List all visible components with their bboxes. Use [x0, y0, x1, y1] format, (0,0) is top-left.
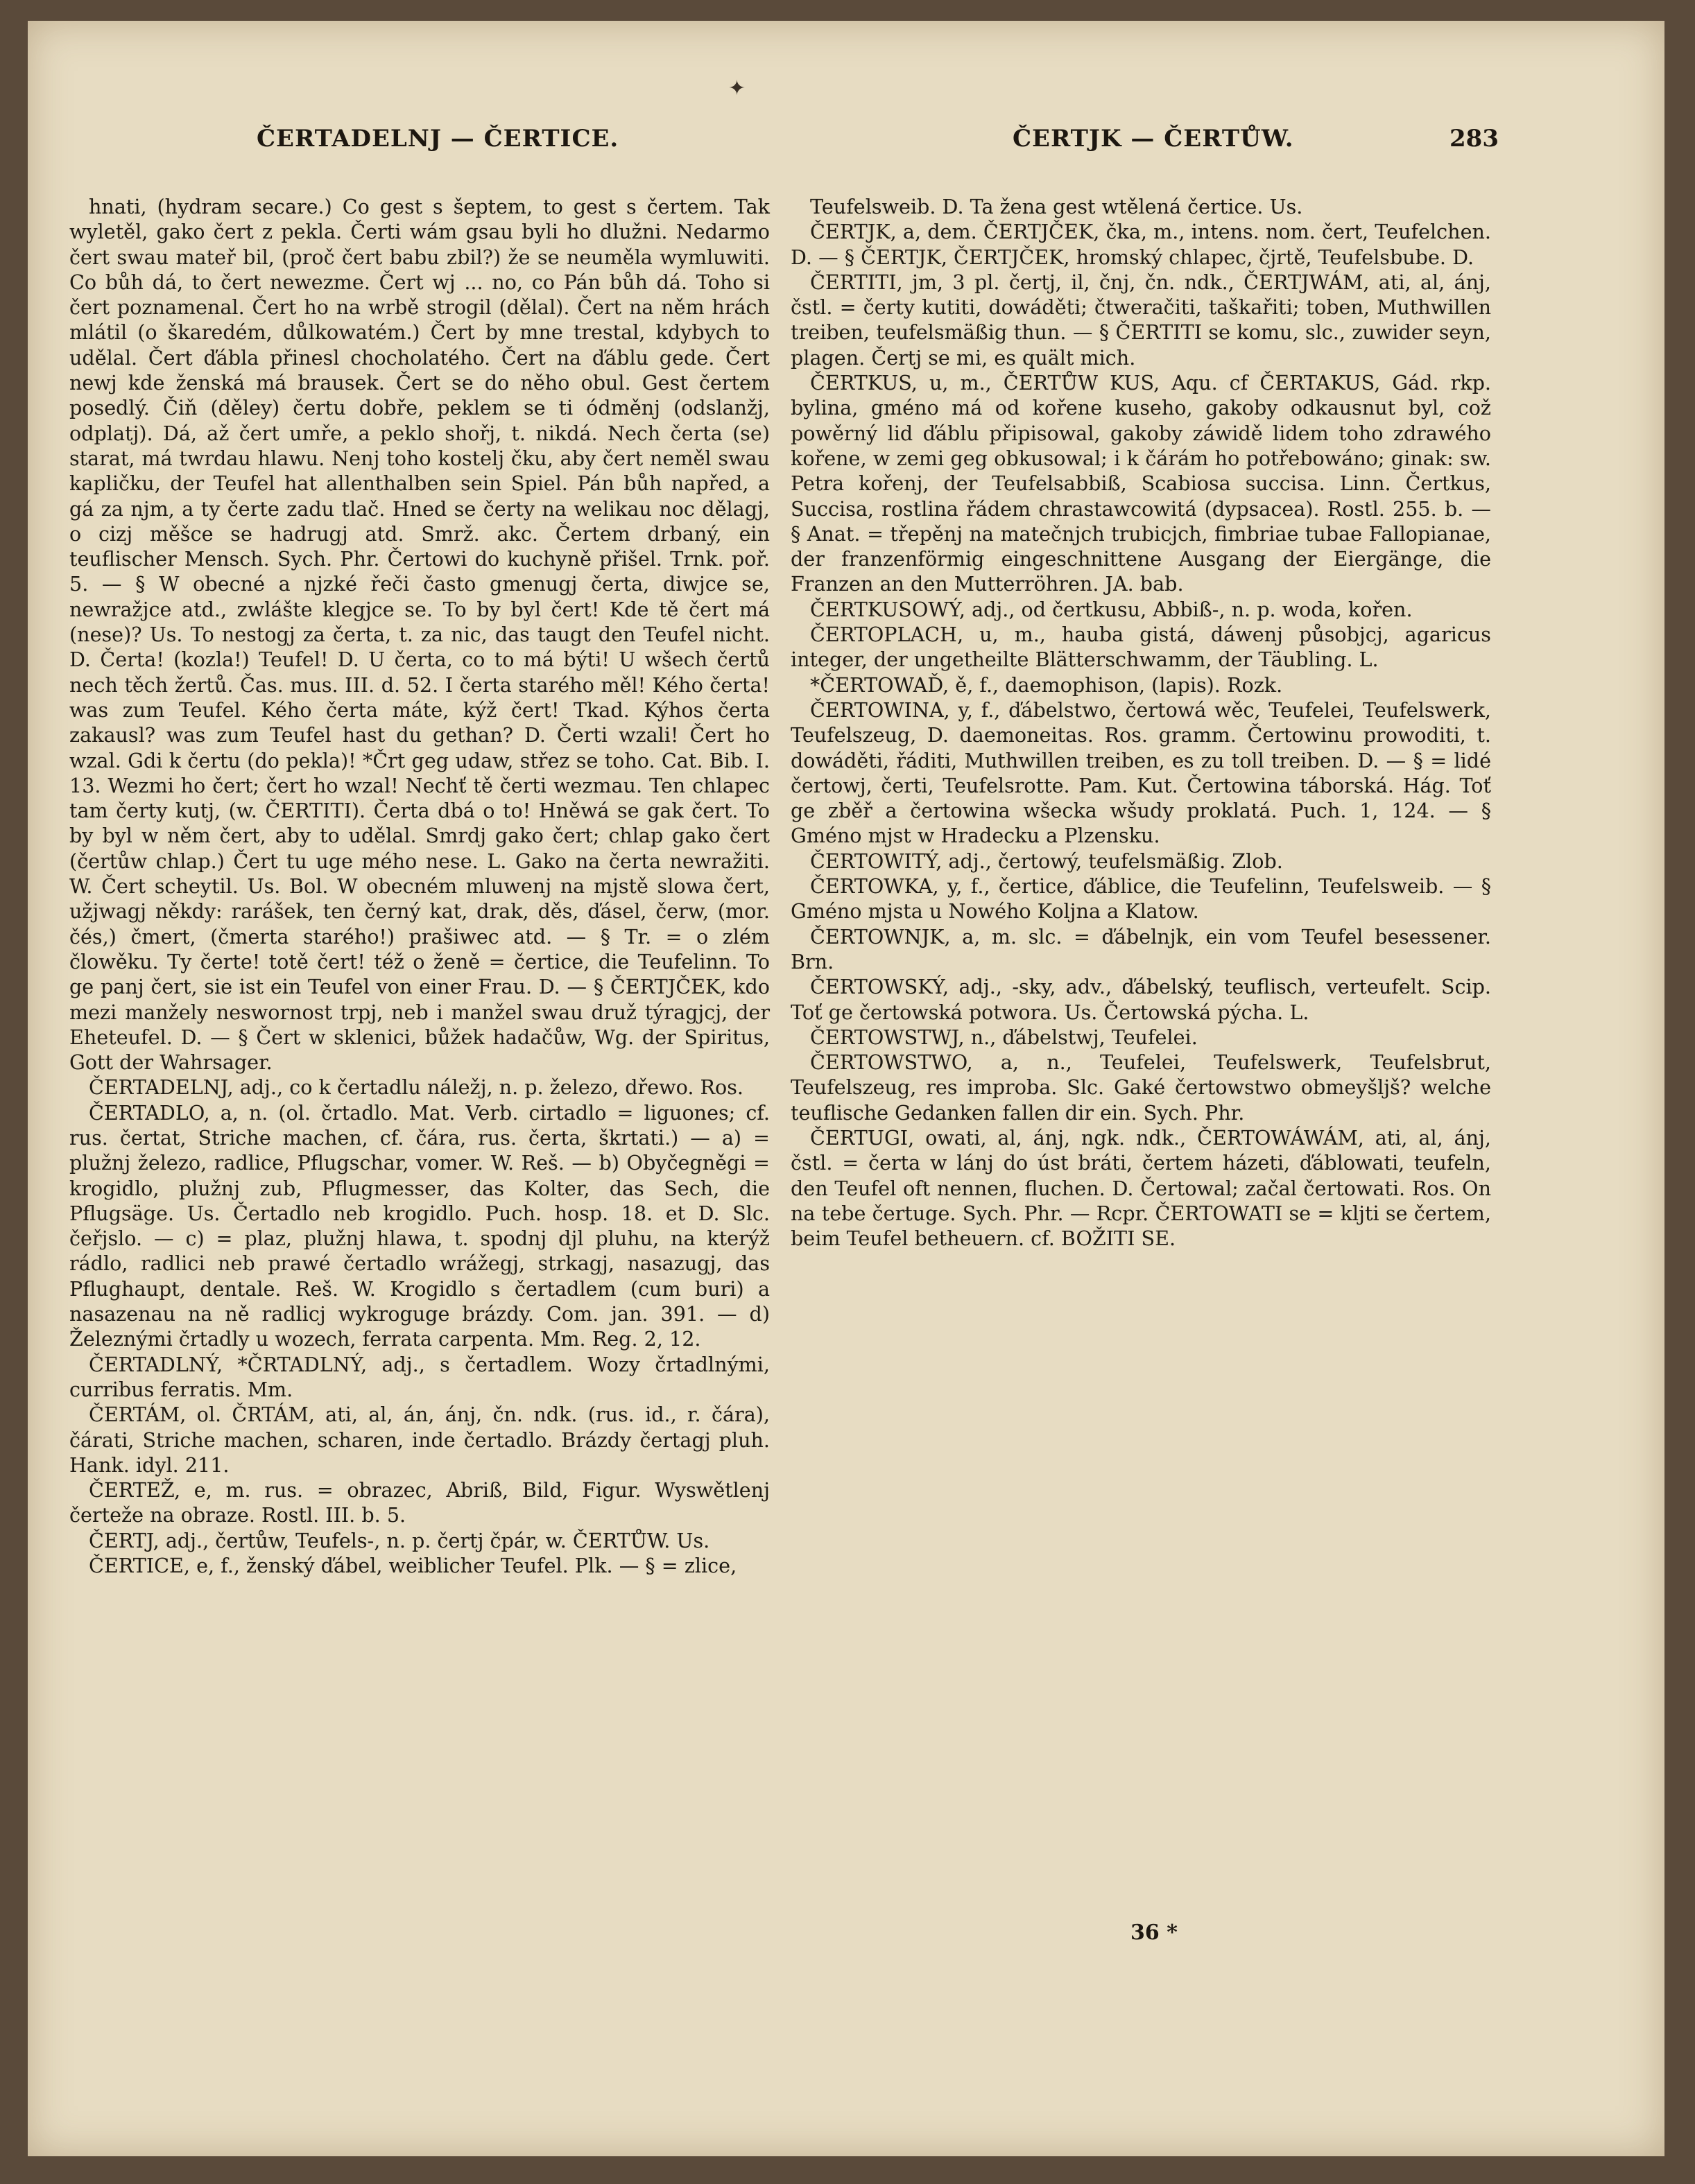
entry: *ČERTOWAĎ, ě, f., daemophison, (lapis). Rozk. — [810, 673, 1283, 697]
signature-mark: 36 * — [1130, 1921, 1178, 1945]
entry: ČERTJ, adj., čertůw, Teufels-, n. p. čertj čpár, w. ČERTŮW. Us. — [89, 1528, 710, 1552]
entry: ČERTOWSKÝ, adj., -sky, adv., ďábelský, teuflisch, verteufelt. Scip. Toť ge čertowská potwora. Us. Čertowská pýcha. L. — [791, 975, 1491, 1024]
dictionary-page — [28, 21, 1664, 2156]
entry: ČERTJK, a, dem. ČERTJČEK, čka, m., intens. nom. čert, Teufelchen. D. — § ČERTJK, ČERTJČEK, hromský chlapec, čjrtě, Teufelsbube. D. — [791, 220, 1491, 269]
entry: ČERTADELNJ, adj., co k čertadlu náležj, n. p. železo, dřewo. Ros. — [89, 1075, 744, 1100]
entry: ČERTADLO, a, n. (ol. črtadlo. Mat. Verb. cirtadlo = liguones; cf. rus. čertat, Striche machen, cf. čára, rus. čerta, škrtati.) — a) = plužnj železo, radlice, Pflugschar, vomer. W. Reš. — b) Obyčegněgi = krogidlo, plužnj zub, Pflugmesser, das Kolter, das Sech, die Pflugsäge. Us. Čertadlo neb krogidlo. Puch. hosp. 18. et D. Slc. čeřjslo. — c) = plaz, plužnj hlawa, t. spodnj djl pluhu, na kterýž rádlo, radlici neb prawé čertadlo wrážegj, strkagj, nasazugj, das Pflughaupt, dentale. Reš. W. Krogidlo s čertadlem (cum buri) a nasazenau na ně radlicj wykroguge brázdy. Com. jan. 391. — d) Železnými črtadly u wozech, ferrata carpenta. Mm. Reg. 2, 12. — [69, 1100, 770, 1351]
entry: ČERTADLNÝ, *ČRTADLNÝ, adj., s čertadlem. Wozy črtadlnými, curribus ferratis. Mm. — [69, 1352, 770, 1401]
entry: ČERTICE, e, f., ženský ďábel, weiblicher Teufel. Plk. — § = zlice, — [89, 1554, 737, 1578]
entry: ČERTKUSOWÝ, adj., od čertkusu, Abbiß-, n. p. woda, kořen. — [810, 597, 1413, 621]
entry: ČERTKUS, u, m., ČERTŮW KUS, Aqu. cf ČERTAKUS, Gád. rkp. bylina, gméno má od kořene kuseho, gakoby odkausnut byl, což powěrný lid ďáblu připisowal, gakoby záwidě lidem toho zdrawého kořene, w zemi geg obkusowal; i k čárám ho potřebowáno; ginak: sw. Petra kořenj, der Teufelsabbiß, Scabiosa succisa. Linn. Čertkus, Succisa, rostlina řádem chrastawcowitá (dypsacea). Rostl. 255. b. — § Anat. = třepěnj na matečnjch trubicjch, fimbriae tubae Fallopianae, der franzenförmig eingeschnittene Ausgang der Eiergänge, die Franzen an den Mutterröhren. JA. bab. — [791, 371, 1491, 596]
left-column — [69, 194, 770, 1578]
entry: ČERTOPLACH, u, m., hauba gistá, dáwenj působjcj, agaricus integer, der ungetheilte Blätterschwamm, der Täubling. L. — [791, 623, 1491, 672]
entry: ČERTOWINA, y, f., ďábelstwo, čertowá wěc, Teufelei, Teufelswerk, Teufelszeug, D. daemoneitas. Ros. gramm. Čertowinu prowoditi, t. dowáděti, řáditi, Muthwillen treiben, es zu toll treiben. D. — § = lidé čertowj, čerti, Teufelsrotte. Pam. Kut. Čertowina táborská. Hág. Toť ge zběř a čertowina wšecka wšudy proklatá. Puch. 1, 124. — § Gméno mjst w Hradecku a Plzensku. — [791, 697, 1491, 848]
entry: ČERTÁM, ol. ČRTÁM, ati, al, án, ánj, čn. ndk. (rus. id., r. čára), čárati, Striche machen, scharen, inde čertadlo. Brázdy čertagj pluh. Hank. idyl. 211. — [69, 1403, 770, 1477]
entry: ČERTUGI, owati, al, ánj, ngk. ndk., ČERTOWÁWÁM, ati, al, ánj, čstl. = čerta w lánj do úst bráti, čertem házeti, ďáblowati, teufeln, den Teufel oft nennen, fluchen. D. Čertowal; začal čertowati. Ros. On na tebe čertuge. Sych. Phr. — Rcpr. ČERTOWATI se = kljti se čertem, beim Teufel betheuern. cf. BOŽITI SE. — [791, 1125, 1491, 1251]
entry: hnati, (hydram secare.) Co gest s šeptem, to gest s čertem. Tak wyletěl, gako čert z pekla. Čerti wám gsau byli ho dlužni. Nedarmo čert swau mateř bil, (proč čert babu zbil?) že se neuměla wymluwiti. Co bůh dá, to čert newezme. Čert wj ... no, co Pán bůh dá. Toho si čert poznamenal. Čert ho na wrbě strogil (dělal). Čert na něm hrách mlátil (o škaredém, důlkowatém.) Čert by mne trestal, kdybych to udělal. Čert ďábla přinesl chocholatého. Čert na ďáblu gede. Čert newj kde ženská má brausek. Čert se do něho obul. Gest čertem posedlý. Čiň (děley) čertu dobře, peklem se ti ódměnj (odslanžj, odplatj). Dá, až čert umře, a peklo shořj, t. nikdá. Nech čerta (se) starat, má twrdau hlawu. Nenj toho kostelj čku, aby čert neměl swau kapličku, der Teufel hat allenthalben sein Spiel. Pán bůh napřed, a gá za njm, a ty čerte zadu tlač. Hned se čerty na welikau noc dělagj, o cizj měšce se hadrugj atd. Smrž. akc. Čertem drbaný, ein teuflischer Mensch. Sych. Phr. Čertowi do kuchyně přišel. Trnk. poř. 5. — § W obecné a njzké řeči často gmenugj čerta, diwjce se, newražjce atd., zwlášte klegjce se. To by byl čert! Kde tě čert má (nese)? Us. To nestogj za čerta, t. za nic, das taugt den Teufel nicht. D. Čerta! (kozla!) Teufel! D. U čerta, co to má býti! U wšech čertů nech těch žertů. Čas. mus. III. d. 52. I čerta starého měl! Kého čerta! was zum Teufel. Kého čerta máte, kýž čert! Tkad. Kýhos čerta zakausl? was zum Teufel hast du gethan? D. Čerti wzali! Čert ho wzal. Gdi k čertu (do pekla)! *Črt geg udaw, střez se toho. Cat. Bib. I. 13. Wezmi ho čert; čert ho wzal! Nechť tě čerti wezmau. Ten chlapec tam čerty kutj, (w. ČERTITI). Čerta dbá o to! Hněwá se gak čert. To by byl w něm čert, aby to udělal. Smrdj gako čert; chlap gako čert (čertůw chlap.) Čert tu uge mého nese. L. Gako na čerta newražiti. W. Čert scheytil. Us. Bol. W obecném mluwenj na mjstě slowa čert, užjwagj někdy: rarášek, ten černý kat, drak, děs, ďásel, čerw, (mor. čés,) čmert, (čmerta starého!) prašiwec atd. — § Tr. = o zlém člowěku. Ty čerte! totě čert! též o ženě = čertice, die Teufelinn. To ge panj čert, sie ist ein Teufel von einer Frau. D. — § ČERTJČEK, kdo mezi manžely neswornost trpj, neb i manžel swau druž týragjcj, der Eheteufel. D. — § Čert w sklenici, bůžek hadačůw, Wg. der Spiritus, Gott der Wahrsager. — [69, 195, 770, 1075]
entry: ČERTOWSTWO, a, n., Teufelei, Teufelswerk, Teufelsbrut, Teufelszeug, res improba. Slc. Gaké čertowstwo obmeyšljš? welche teuflische Gedanken fallen dir ein. Sych. Phr. — [791, 1050, 1491, 1125]
entry: ČERTITI, jm, 3 pl. čertj, il, čnj, čn. ndk., ČERTJWÁM, ati, al, ánj, čstl. = čerty kutiti, dowáděti; čtweračiti, taškařiti; toben, Muthwillen treiben, teufelsmäßig thun. — § ČERTITI se komu, slc., zuwider seyn, plagen. Čertj se mi, es quält mich. — [791, 270, 1491, 370]
left-running-head: ČERTADELNJ — ČERTICE. — [257, 125, 619, 153]
right-column — [791, 194, 1491, 1251]
page-number: 283 — [1449, 125, 1499, 153]
entry: ČERTEŽ, e, m. rus. = obrazec, Abriß, Bild, Figur. Wyswětlenj čerteže na obraze. Rostl. III. b. 5. — [69, 1478, 770, 1527]
entry: ČERTOWITÝ, adj., čertowý, teufelsmäßig. Zlob. — [810, 849, 1283, 873]
ink-blot-icon: ✦ — [728, 76, 746, 101]
right-running-head: ČERTJK — ČERTŮW. — [1013, 125, 1294, 153]
entry: ČERTOWNJK, a, m. slc. = ďábelnjk, ein vom Teufel besessener. Brn. — [791, 924, 1491, 973]
entry: ČERTOWKA, y, f., čertice, ďáblice, die Teufelinn, Teufelsweib. — § Gméno mjsta u Nowého Koljna a Klatow. — [791, 874, 1491, 924]
entry: Teufelsweib. D. Ta žena gest wtělená čertice. Us. — [810, 195, 1303, 218]
entry: ČERTOWSTWJ, n., ďábelstwj, Teufelei. — [810, 1025, 1198, 1049]
